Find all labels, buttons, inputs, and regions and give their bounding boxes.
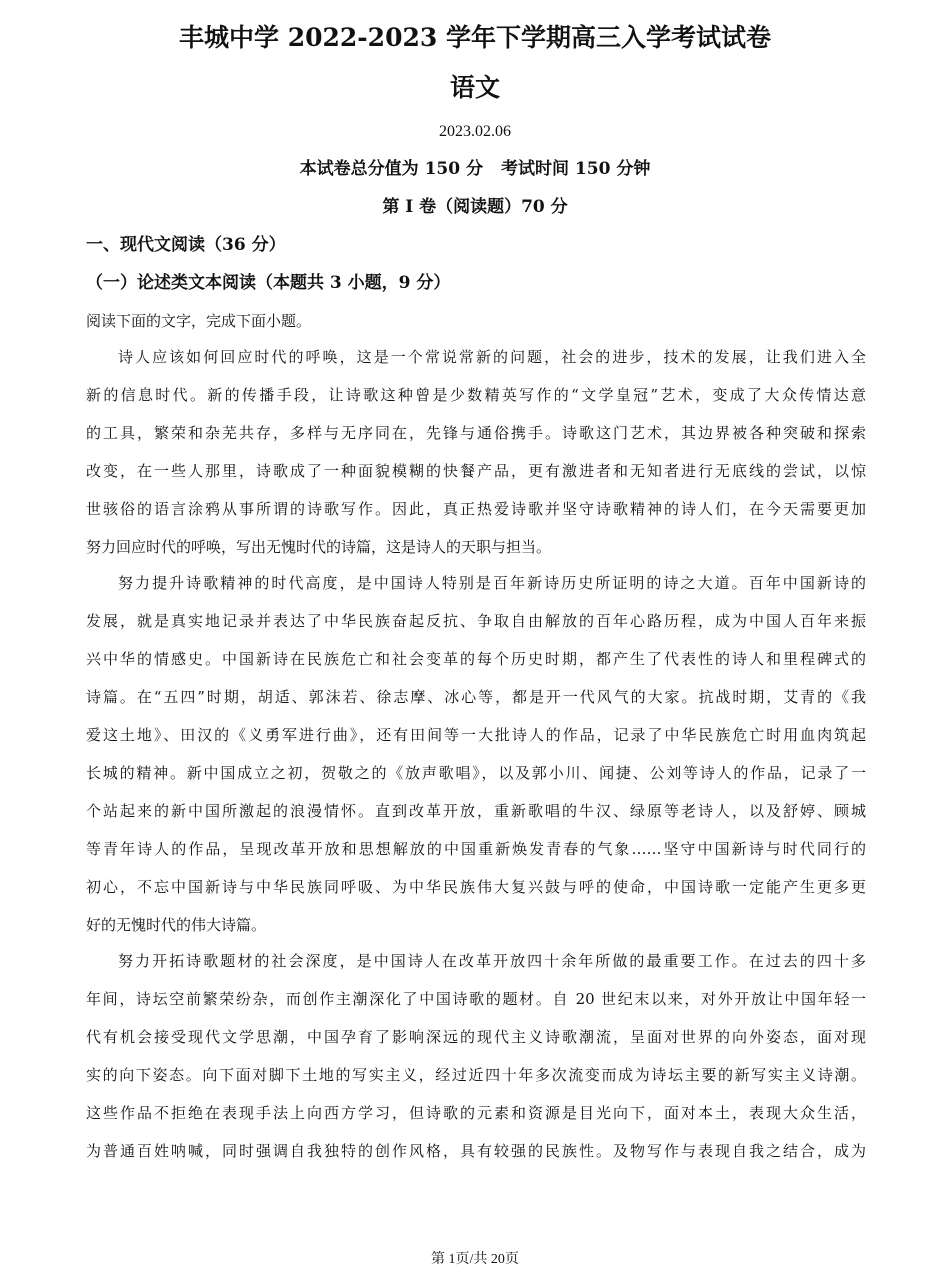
text-line: 这些作品不拒绝在表现手法上向西方学习，但诗歌的元素和资源是目光向下，面对本土，表现大众生活，: [86, 1104, 866, 1122]
exam-date: 2023.02.06: [439, 123, 511, 140]
text-line: 努力开拓诗歌题材的社会深度，是中国诗人在改革开放四十余年所做的最重要工作。在过去的四十多: [118, 952, 866, 970]
text-line: 实的向下姿态。向下面对脚下土地的写实主义，经过近四十年多次流变而成为诗坛主要的新写实主义诗潮。: [86, 1066, 866, 1084]
text-line: 代有机会接受现代文学思潮，中国孕育了影响深远的现代主义诗歌潮流，呈面对世界的向外姿态，面对现: [86, 1028, 866, 1046]
text-line: 努力回应时代的呼唤，写出无愧时代的诗篇，这是诗人的天职与担当。: [86, 538, 552, 556]
text-line: 年间，诗坛空前繁荣纷杂，而创作主潮深化了中国诗歌的题材。自 20 世纪末以来，对外开放让中国年轻一: [86, 990, 866, 1008]
text-line: 爱这土地》、田汉的《义勇军进行曲》，还有田间等一大批诗人的作品，记录了中华民族危亡时用血肉筑起: [86, 726, 866, 744]
volume-heading: 第 I 卷（阅读题）70 分: [382, 197, 568, 217]
reading-instruction: 阅读下面的文字，完成下面小题。: [86, 312, 312, 330]
text-line: 改变，在一些人那里，诗歌成了一种面貌模糊的快餐产品，更有激进者和无知者进行无底线的尝试，以惊: [86, 462, 866, 480]
text-line: 诗人应该如何回应时代的呼唤，这是一个常说常新的问题，社会的进步，技术的发展，让我们进入全: [118, 348, 866, 366]
total-score: 本试卷总分值为 150 分: [299, 159, 483, 179]
text-line: 等青年诗人的作品，呈现改革开放和思想解放的中国重新焕发青春的气象……坚守中国新诗与时代同行的: [86, 840, 866, 858]
text-line: 的工具，繁荣和杂芜共存，多样与无序同在，先锋与通俗携手。诗歌这门艺术，其边界被各种突破和探索: [86, 424, 866, 442]
subject-title: 语文: [449, 73, 500, 102]
text-line: 初心，不忘中国新诗与中华民族同呼吸、为中华民族伟大复兴鼓与呼的使命，中国诗歌一定能产生更多更: [86, 878, 866, 896]
exam-time: 考试时间 150 分钟: [501, 159, 651, 179]
text-line: 长城的精神。新中国成立之初，贺敬之的《放声歌唱》，以及郭小川、闻捷、公刘等诗人的作品，记录了一: [86, 764, 866, 782]
section-heading: 一、现代文阅读（36 分）: [86, 235, 286, 255]
text-line: 努力提升诗歌精神的时代高度，是中国诗人特别是百年新诗历史所证明的诗之大道。百年中国新诗的: [118, 574, 866, 592]
score-time-info: [0, 156, 950, 182]
page-footer: 第 1页/共 20页: [431, 1252, 519, 1267]
text-line: 兴中华的情感史。中国新诗在民族危亡和社会变革的每个历史时期，都产生了代表性的诗人和里程碑式的: [86, 650, 866, 668]
text-line: 世骇俗的语言涂鸦从事所谓的诗歌写作。因此，真正热爱诗歌并坚守诗歌精神的诗人们，在今天需要更加: [86, 500, 866, 518]
subsection-heading: （一）论述类文本阅读（本题共 3 小题，9 分）: [86, 273, 451, 293]
text-line: 为普通百姓呐喊，同时强调自我独特的创作风格，具有较强的民族性。及物写作与表现自我之结合，成为: [86, 1142, 866, 1160]
text-line: 好的无愧时代的伟大诗篇。: [86, 916, 267, 934]
exam-title: 丰城中学 2022-2023 学年下学期高三入学考试试卷: [179, 23, 771, 52]
text-line: 个站起来的新中国所激起的浪漫情怀。直到改革开放，重新歌唱的牛汉、绿原等老诗人，以及舒婷、顾城: [86, 802, 866, 820]
text-line: 新的信息时代。新的传播手段，让诗歌这种曾是少数精英写作的“文学皇冠”艺术，变成了大众传情达意: [86, 386, 866, 404]
text-line: 诗篇。在“五四”时期，胡适、郭沫若、徐志摩、冰心等，都是开一代风气的大家。抗战时期，艾青的《我: [86, 688, 866, 706]
text-line: 发展，就是真实地记录并表达了中华民族奋起反抗、争取自由解放的百年心路历程，成为中国人百年来振: [86, 612, 866, 630]
